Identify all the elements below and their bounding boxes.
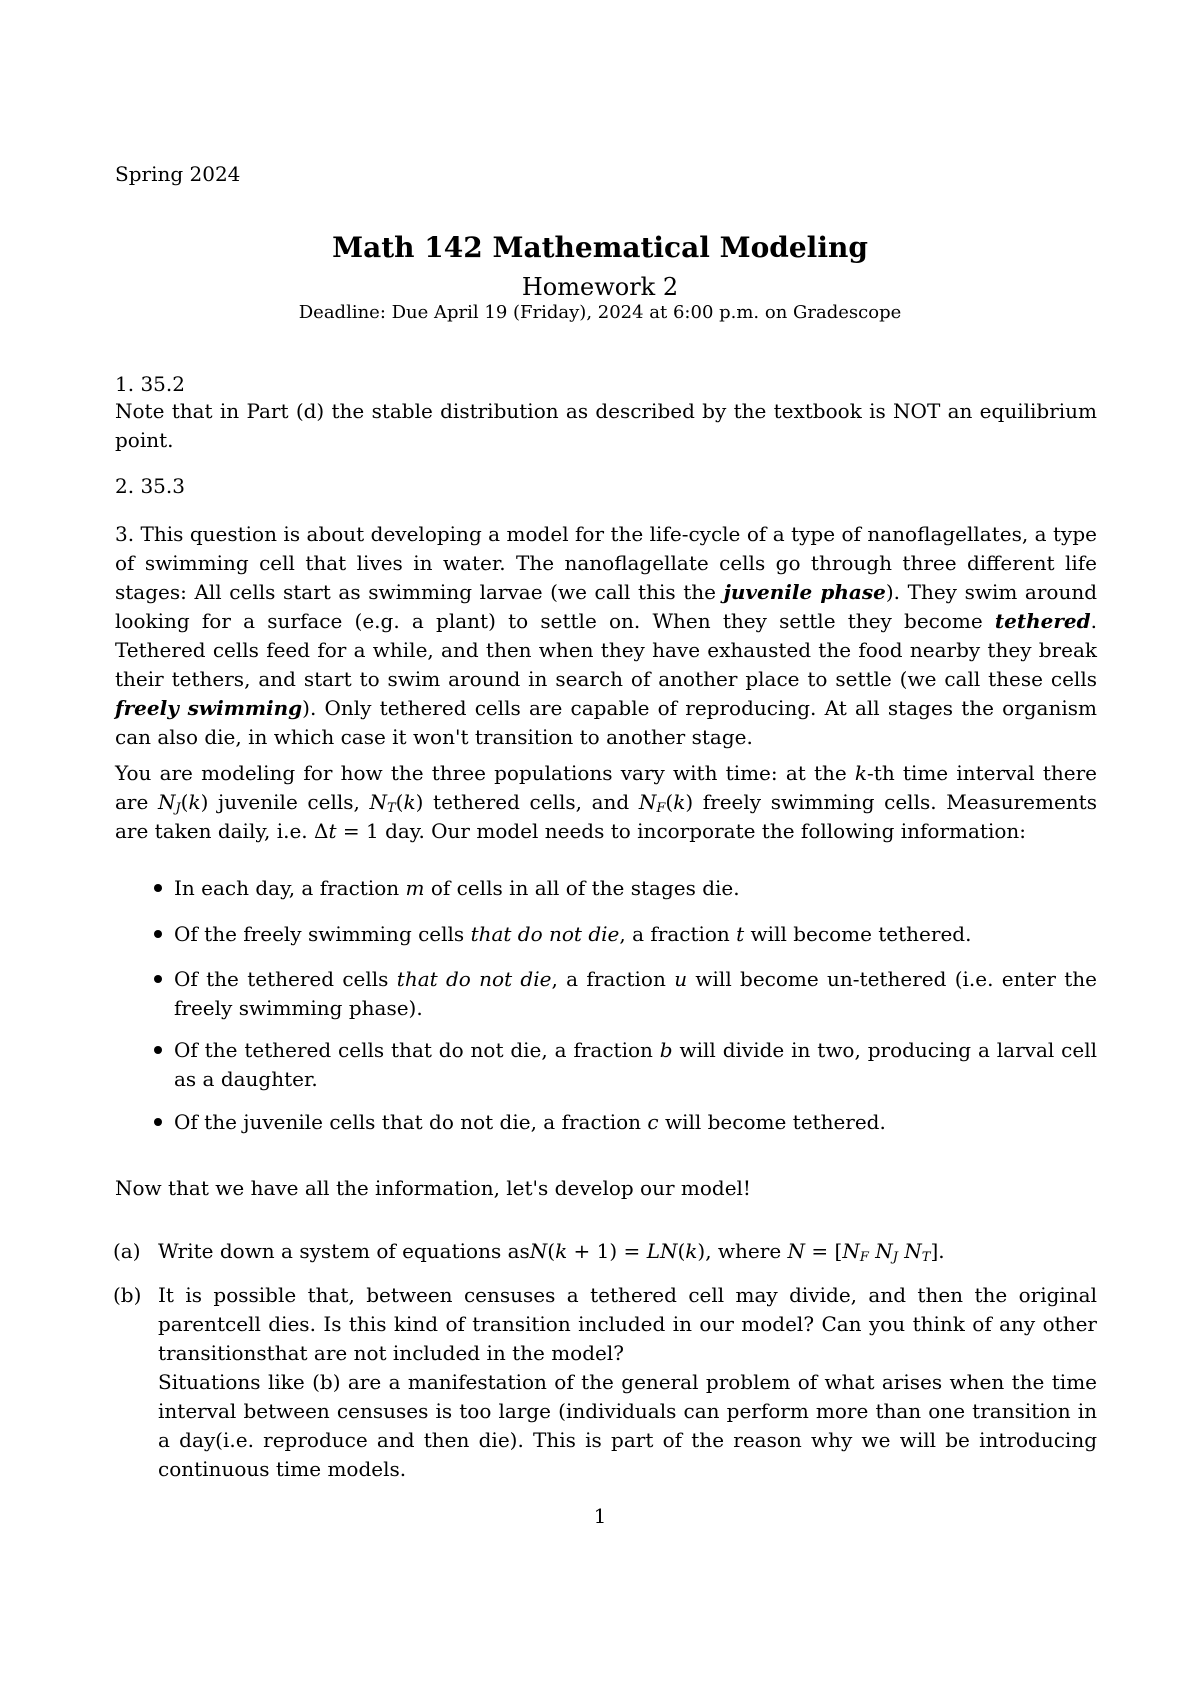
q2-number: 2. 35.3 [115,474,185,498]
part-b-note: Situations like (b) are a manifestation of the general problem of what arises when the time interval between censuses is too large (individuals can perform more than one transition in a day(i.e. reproduce and then die). This is part of the reason why we will be introducing continuous time models. [158,1370,1097,1481]
q3-model-paragraph: You are modeling for how the three populations vary with time: at the k-th time interval there are $N_J(k)$ juvenile cells, $N_T(k)$ tethered cells, and $N_F(k)$ freely swimming cells. Measurements are taken daily, i.e. Δt = 1 day. Our model needs to incorporate the following information: [115,761,1098,843]
part-b-text: It is possible that, between censuses a tethered cell may divide, and then the original parentcell dies. Is this kind of transition included in our model? Can you think of any other transitionsthat are not included in the model? [158,1283,1097,1365]
part-a-label: (a) [113,1239,141,1263]
q3-intro-paragraph: 3. This question is about developing a model for the life-cycle of a type of nanoflagellates, a type of swimming cell that lives in water. The nanoflagellate cells go through three different life stages: All cells start as swimming larvae (we call this the juvenile phase). They swim around looking for a surface (e.g. a plant) to settle on. When they settle they become tethered. Tethered cells feed for a while, and then when they have exhausted the food nearby they break their tethers, and start to swim around in search of another place to settle (we call these cells freely swimming). Only tethered cells are capable of reproducing. At all stages the organism can also die, in which case it won't transition to another stage. [115,522,1098,749]
term-juvenile-phase: juvenile phase [723,580,886,604]
term-freely-swimming: freely swimming [115,696,303,720]
page-number: 1 [593,1504,607,1528]
document-title: Math 142 Mathematical Modeling [332,231,868,264]
bullet-icon [154,884,162,892]
transition-sentence: Now that we have all the information, let's develop our model! [115,1176,751,1200]
part-b-label: (b) [113,1283,142,1307]
list-item-tethered-to-free: Of the tethered cells that do not die, a fraction u will become un-tethered (i.e. enter the freely swimming phase). [174,967,1098,1020]
deadline-text: Deadline: Due April 19 (Friday), 2024 at 6:00 p.m. on Gradescope [298,302,902,323]
bullet-icon [154,930,162,938]
document-subtitle: Homework 2 [521,273,679,301]
q1-number: 1. 35.2 [115,372,185,396]
bullet-icon [154,975,162,983]
term-label: Spring 2024 [115,162,241,186]
q1-note: Note that in Part (d) the stable distribution as described by the textbook is NOT an equilibrium point. [115,399,1097,452]
list-item-juvenile-to-tethered: Of the juvenile cells that do not die, a fraction c will become tethered. [174,1110,886,1134]
part-a-text: Write down a system of equations asN(k + 1) = LN(k), where $N = [N_F$ $N_J$ $N_T$]. [158,1239,945,1265]
bullet-icon [154,1046,162,1054]
list-item-free-to-tethered: Of the freely swimming cells that do not die, a fraction t will become tethered. [174,922,972,946]
term-tethered: tethered [994,609,1091,633]
list-item-death: In each day, a fraction m of cells in all of the stages die. [174,876,740,900]
list-item-division: Of the tethered cells that do not die, a fraction b will divide in two, producing a larval cell as a daughter. [174,1038,1098,1091]
bullet-icon [154,1118,162,1126]
